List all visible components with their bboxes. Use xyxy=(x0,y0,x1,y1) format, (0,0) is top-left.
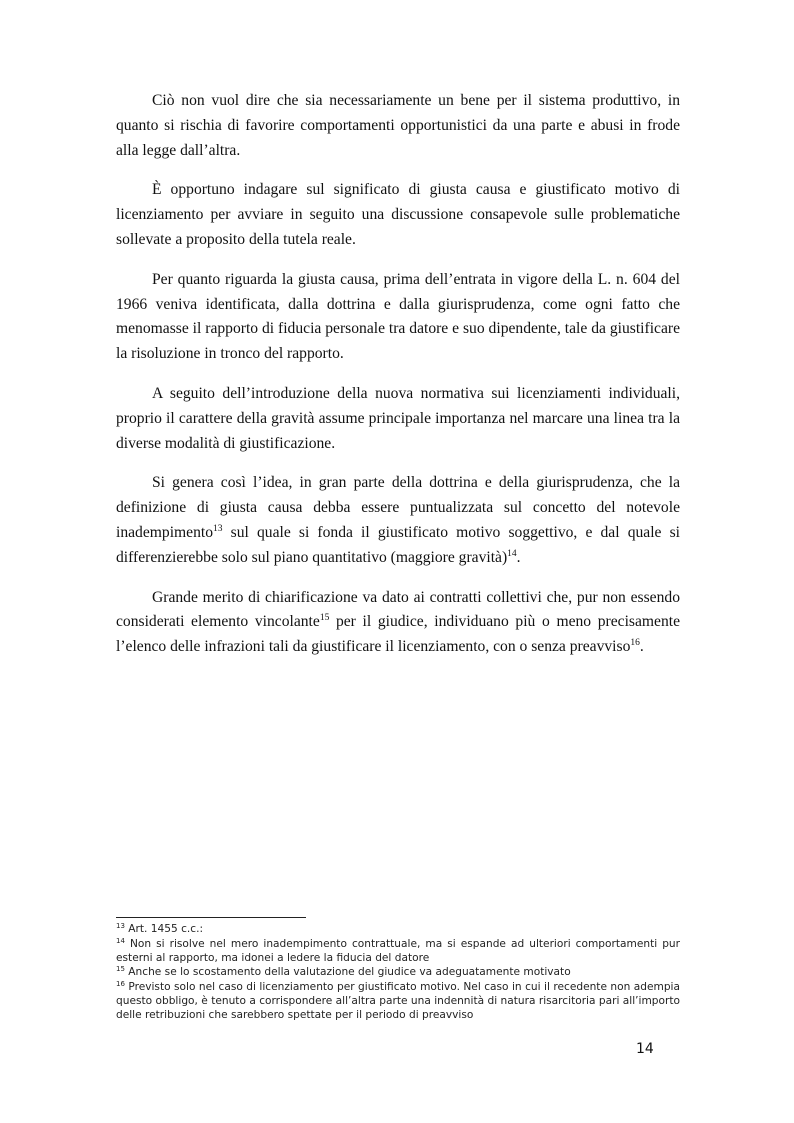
paragraph-text: . xyxy=(639,638,644,656)
footnote xyxy=(116,966,680,980)
footnote xyxy=(116,981,680,1022)
footnote-ref: 14 xyxy=(507,548,517,559)
paragraph-text: sul quale si fonda il giustificato motivo soggettivo, e dal quale si differenzierebbe solo sul piano quantitativo (maggiore gravità) xyxy=(116,523,680,566)
body-text xyxy=(116,89,680,675)
paragraph-text: . xyxy=(516,548,521,566)
footnote-text: Anche se lo scostamento della valutazione del giudice va adeguatamente motivato xyxy=(124,966,571,979)
footnote-ref: 16 xyxy=(630,638,640,649)
footnote xyxy=(116,923,680,937)
footnote-text: Non si risolve nel mero inadempimento contrattuale, ma si espande ad ulteriori comportamenti pur esterni al rapporto, ma idonei a ledere la fiducia del datore xyxy=(116,937,680,964)
paragraph: È opportuno indagare sul significato di giusta causa e giustificato motivo di licenziamento per avviare in seguito una discussione consapevole sulle problematiche sollevate a proposito della tutela reale. xyxy=(116,181,680,248)
paragraph-text: Grande merito di chiarificazione va dato ai contratti collettivi che, pur non essendo considerati elemento vincolante xyxy=(116,588,680,631)
paragraph-text: per il giudice, individuano più o meno precisamente l’elenco delle infrazioni tali da giustificare il licenziamento, con o senza preavviso xyxy=(116,613,680,656)
footnote-ref: 15 xyxy=(319,613,330,624)
paragraph xyxy=(116,586,680,660)
paragraph: A seguito dell’introduzione della nuova normativa sui licenziamenti individuali, proprio il carattere della gravità assume principale importanza nel marcare una linea tra la diverse modalità di giustificazione. xyxy=(116,384,680,452)
page-number: 14 xyxy=(636,1041,654,1057)
footnote-separator xyxy=(116,917,306,918)
footnote-number: 13 xyxy=(116,922,125,930)
footnotes xyxy=(116,923,680,1024)
footnote-number: 16 xyxy=(116,980,125,989)
footnote-text: Art. 1455 c.c.: xyxy=(124,923,204,935)
paragraph xyxy=(116,471,680,570)
paragraph: Ciò non vuol dire che sia necessariamente un bene per il sistema produttivo, in quanto si rischia di favorire comportamenti opportunistici da una parte e abusi in frode alla legge dall’altra. xyxy=(116,92,680,159)
footnote-text: Previsto solo nel caso di licenziamento per giustificato motivo. Nel caso in cui il recedente non adempia questo obbligo, è tenuto a corrispondere all’altra parte una indennità di natura risarcitoria pari all’importo delle retribuzioni che sarebbero spettate per il periodo di preavviso xyxy=(116,981,680,1021)
footnote xyxy=(116,938,680,966)
footnote-number: 14 xyxy=(116,936,125,945)
paragraph-text: Si genera così l’idea, in gran parte della dottrina e della giurisprudenza, che la definizione di giusta causa debba essere puntualizzata sul concetto del notevole inadempimento xyxy=(116,474,680,541)
footnote-number: 15 xyxy=(116,965,125,974)
footnote-ref: 13 xyxy=(213,523,223,534)
paragraph: Per quanto riguarda la giusta causa, prima dell’entrata in vigore della L. n. 604 del 1966 veniva identificata, dalla dottrina e dalla giurisprudenza, come ogni fatto che menomasse il rapporto di fiducia personale tra datore e suo dipendente, tale da giustificare la risoluzione in tronco del rapporto. xyxy=(116,270,680,363)
